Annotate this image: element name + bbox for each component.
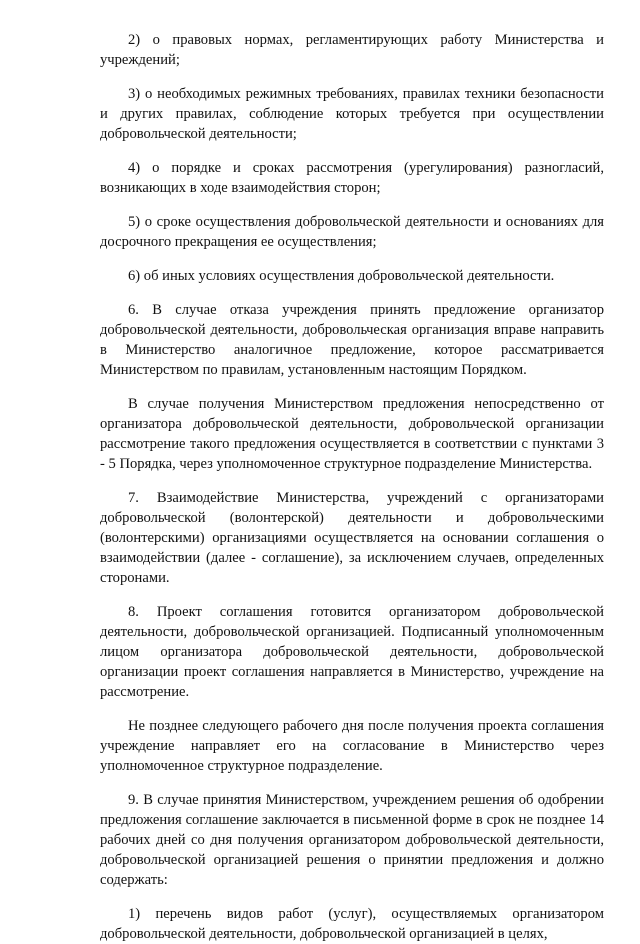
paragraph-clause-8-approval: Не позднее следующего рабочего дня после получения проекта соглашения учреждение направляет его на согласование в Министерство через уполномоченное структурное подразделение.	[100, 718, 604, 774]
paragraph-clause-8-draft-agreement: 8. Проект соглашения готовится организатором добровольческой деятельности, добровольческой организацией. Подписанный уполномоченным лицом организатора добровольческой деятельности, добровольческой организации проект соглашения направляется в Министерство, учреждение на рассмотрение.	[100, 604, 604, 700]
paragraph-item-6-other-conditions: 6) об иных условиях осуществления добровольческой деятельности.	[128, 268, 555, 284]
paragraph-clause-6-refusal: 6. В случае отказа учреждения принять предложение организатор добровольческой деятельности, добровольческая организация вправе направить в Министерство аналогичное предложение, которое рассматривается Министерством по правилам, установленным настоящим Порядком.	[100, 302, 604, 378]
paragraph-clause-7-interaction: 7. Взаимодействие Министерства, учреждений с организаторами добровольческой (волонтерской) деятельности и добровольческими (волонтерскими) организациями осуществляется на основании соглашения о взаимодействии (далее - соглашение), за исключением случаев, определенных сторонами.	[100, 490, 604, 586]
paragraph-item-1-works-list: 1) перечень видов работ (услуг), осуществляемых организатором добровольческой деятельности, добровольческой организацией в целях,	[100, 906, 604, 942]
paragraph-clause-6-direct-proposal: В случае получения Министерством предложения непосредственно от организатора добровольческой деятельности, добровольческой организации рассмотрение такого предложения осуществляется в соответствии с пунктами 3 - 5 Порядка, через уполномоченное структурное подразделение Министерства.	[100, 396, 604, 472]
paragraph-item-3-safety-requirements: 3) о необходимых режимных требованиях, правилах техники безопасности и других правилах, соблюдение которых требуется при осуществлении добровольческой деятельности;	[100, 86, 604, 142]
paragraph-item-2-legal-norms: 2) о правовых нормах, регламентирующих работу Министерства и учреждений;	[100, 32, 604, 68]
document-page	[100, 30, 604, 944]
paragraph-item-4-disputes: 4) о порядке и сроках рассмотрения (урегулирования) разногласий, возникающих в ходе взаимодействия сторон;	[100, 160, 604, 196]
paragraph-clause-9-agreement-terms: 9. В случае принятия Министерством, учреждением решения об одобрении предложения соглашение заключается в письменной форме в срок не позднее 14 рабочих дней со дня получения организатором добровольческой деятельности, добровольческой организацией решения о принятии предложения и должно содержать:	[100, 792, 604, 888]
paragraph-item-5-term: 5) о сроке осуществления добровольческой деятельности и основаниях для досрочного прекращения ее осуществления;	[100, 214, 604, 250]
